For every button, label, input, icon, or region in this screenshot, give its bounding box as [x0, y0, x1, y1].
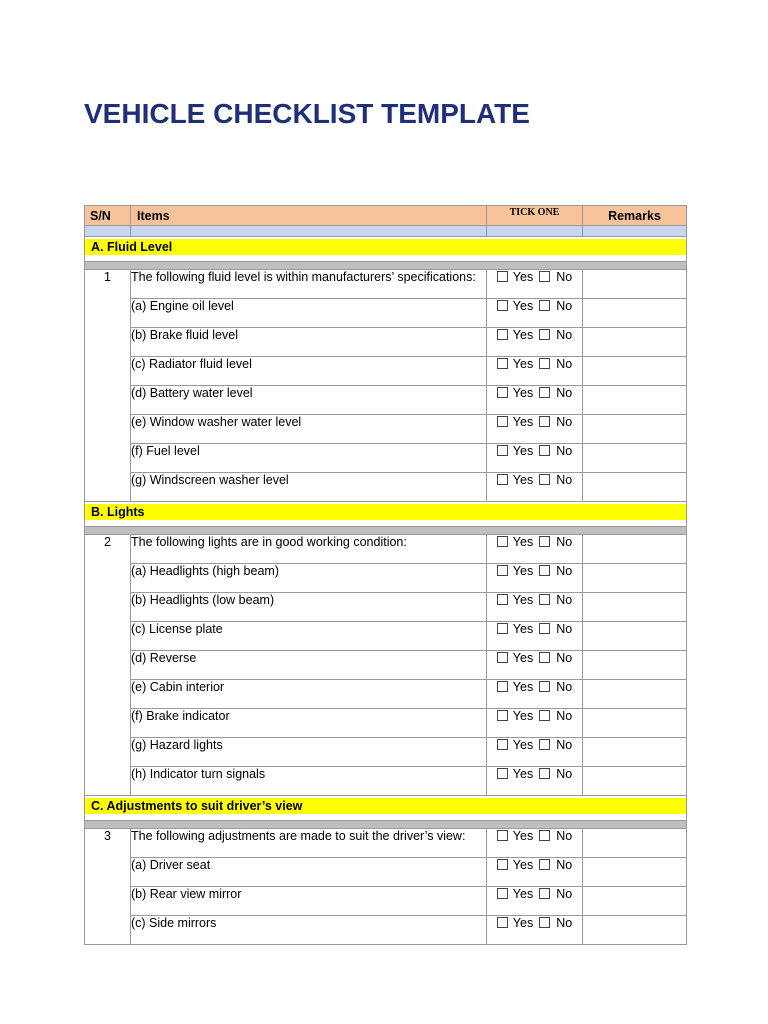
item-label: (c) License plate: [131, 622, 487, 651]
header-remarks: Remarks: [583, 206, 687, 226]
yes-checkbox[interactable]: [497, 594, 508, 605]
no-checkbox[interactable]: [539, 445, 550, 456]
yes-checkbox[interactable]: [497, 565, 508, 576]
remarks-field[interactable]: [583, 709, 687, 738]
serial-number: 2: [85, 535, 131, 796]
header-sn: S/N: [85, 206, 131, 226]
table-row: [85, 328, 687, 357]
yes-label: Yes: [512, 738, 534, 752]
table-row: [85, 651, 687, 680]
remarks-field[interactable]: [583, 858, 687, 887]
yes-checkbox[interactable]: [497, 300, 508, 311]
tick-one-cell: [487, 444, 583, 473]
item-label: The following adjustments are made to suit the driver’s view:: [131, 829, 487, 858]
yes-checkbox[interactable]: [497, 271, 508, 282]
remarks-field[interactable]: [583, 622, 687, 651]
tick-one-cell: [487, 887, 583, 916]
no-checkbox[interactable]: [539, 358, 550, 369]
tick-one-cell: [487, 415, 583, 444]
remarks-field[interactable]: [583, 473, 687, 502]
item-label: (a) Driver seat: [131, 858, 487, 887]
table-row: [85, 680, 687, 709]
item-label: (e) Cabin interior: [131, 680, 487, 709]
yes-checkbox[interactable]: [497, 888, 508, 899]
no-label: No: [556, 738, 573, 752]
yes-checkbox[interactable]: [497, 652, 508, 663]
section-divider-cell: [85, 527, 687, 535]
section-title: C. Adjustments to suit driver’s view: [85, 798, 686, 814]
section-title: A. Fluid Level: [85, 239, 686, 255]
item-label: (d) Reverse: [131, 651, 487, 680]
item-label: (c) Radiator fluid level: [131, 357, 487, 386]
section-header-row: [85, 502, 687, 527]
yes-checkbox[interactable]: [497, 623, 508, 634]
tick-one-cell: [487, 622, 583, 651]
no-label: No: [556, 535, 573, 549]
no-checkbox[interactable]: [539, 710, 550, 721]
yes-checkbox[interactable]: [497, 445, 508, 456]
yes-checkbox[interactable]: [497, 768, 508, 779]
remarks-field[interactable]: [583, 916, 687, 945]
tick-one-cell: [487, 564, 583, 593]
yes-label: Yes: [512, 564, 534, 578]
yes-label: Yes: [512, 415, 534, 429]
no-checkbox[interactable]: [539, 652, 550, 663]
tick-one-cell: [487, 651, 583, 680]
remarks-field[interactable]: [583, 415, 687, 444]
table-row: [85, 357, 687, 386]
no-label: No: [556, 887, 573, 901]
header-items: Items: [131, 206, 487, 226]
remarks-field[interactable]: [583, 593, 687, 622]
no-checkbox[interactable]: [539, 739, 550, 750]
no-checkbox[interactable]: [539, 536, 550, 547]
remarks-field[interactable]: [583, 270, 687, 299]
no-checkbox[interactable]: [539, 271, 550, 282]
serial-number: 1: [85, 270, 131, 502]
no-checkbox[interactable]: [539, 623, 550, 634]
table-subheader-row: [85, 226, 687, 237]
section-header-cell: [85, 796, 687, 821]
no-checkbox[interactable]: [539, 768, 550, 779]
yes-label: Yes: [512, 887, 534, 901]
table-row: [85, 829, 687, 858]
section-header-row: [85, 796, 687, 821]
yes-label: Yes: [512, 473, 534, 487]
yes-label: Yes: [512, 299, 534, 313]
checklist-table: [84, 205, 687, 945]
tick-one-cell: [487, 299, 583, 328]
item-label: (a) Headlights (high beam): [131, 564, 487, 593]
remarks-field[interactable]: [583, 738, 687, 767]
table-row: [85, 916, 687, 945]
no-checkbox[interactable]: [539, 329, 550, 340]
no-label: No: [556, 829, 573, 843]
yes-label: Yes: [512, 916, 534, 930]
no-label: No: [556, 767, 573, 781]
yes-checkbox[interactable]: [497, 536, 508, 547]
yes-checkbox[interactable]: [497, 329, 508, 340]
tick-one-cell: [487, 680, 583, 709]
subheader-cell: [85, 226, 131, 237]
tick-one-cell: [487, 916, 583, 945]
remarks-field[interactable]: [583, 680, 687, 709]
table-row: [85, 887, 687, 916]
no-label: No: [556, 328, 573, 342]
table-row: [85, 270, 687, 299]
tick-one-cell: [487, 767, 583, 796]
yes-label: Yes: [512, 444, 534, 458]
subheader-cell: [583, 226, 687, 237]
item-label: (b) Rear view mirror: [131, 887, 487, 916]
tick-one-cell: [487, 473, 583, 502]
section-title: B. Lights: [85, 504, 686, 520]
table-row: [85, 299, 687, 328]
item-label: (c) Side mirrors: [131, 916, 487, 945]
yes-label: Yes: [512, 709, 534, 723]
no-checkbox[interactable]: [539, 681, 550, 692]
yes-label: Yes: [512, 767, 534, 781]
table-row: [85, 535, 687, 564]
table-row: [85, 622, 687, 651]
yes-label: Yes: [512, 622, 534, 636]
yes-label: Yes: [512, 328, 534, 342]
remarks-field[interactable]: [583, 386, 687, 415]
no-label: No: [556, 473, 573, 487]
yes-checkbox[interactable]: [497, 739, 508, 750]
item-label: The following fluid level is within manufacturers’ specifications:: [131, 270, 487, 299]
yes-checkbox[interactable]: [497, 830, 508, 841]
no-label: No: [556, 386, 573, 400]
table-row: [85, 444, 687, 473]
table-row: [85, 767, 687, 796]
item-label: The following lights are in good working condition:: [131, 535, 487, 564]
item-label: (f) Brake indicator: [131, 709, 487, 738]
no-label: No: [556, 709, 573, 723]
no-label: No: [556, 270, 573, 284]
remarks-field[interactable]: [583, 887, 687, 916]
no-checkbox[interactable]: [539, 859, 550, 870]
table-row: [85, 593, 687, 622]
section-divider: [85, 262, 687, 270]
section-divider: [85, 821, 687, 829]
no-label: No: [556, 651, 573, 665]
no-label: No: [556, 622, 573, 636]
no-checkbox[interactable]: [539, 888, 550, 899]
remarks-field[interactable]: [583, 299, 687, 328]
yes-label: Yes: [512, 357, 534, 371]
yes-checkbox[interactable]: [497, 710, 508, 721]
yes-label: Yes: [512, 593, 534, 607]
no-checkbox[interactable]: [539, 387, 550, 398]
yes-label: Yes: [512, 535, 534, 549]
no-label: No: [556, 444, 573, 458]
header-tick-one: TICK ONE: [487, 206, 583, 226]
no-label: No: [556, 415, 573, 429]
no-checkbox[interactable]: [539, 830, 550, 841]
item-label: (d) Battery water level: [131, 386, 487, 415]
yes-label: Yes: [512, 386, 534, 400]
table-row: [85, 386, 687, 415]
yes-checkbox[interactable]: [497, 474, 508, 485]
yes-checkbox[interactable]: [497, 358, 508, 369]
remarks-field[interactable]: [583, 328, 687, 357]
tick-one-cell: [487, 386, 583, 415]
item-label: (e) Window washer water level: [131, 415, 487, 444]
remarks-field[interactable]: [583, 357, 687, 386]
tick-one-cell: [487, 535, 583, 564]
no-checkbox[interactable]: [539, 565, 550, 576]
tick-one-cell: [487, 357, 583, 386]
no-label: No: [556, 916, 573, 930]
section-header-cell: [85, 237, 687, 262]
yes-label: Yes: [512, 651, 534, 665]
table-row: [85, 564, 687, 593]
remarks-field[interactable]: [583, 829, 687, 858]
no-checkbox[interactable]: [539, 416, 550, 427]
yes-checkbox[interactable]: [497, 681, 508, 692]
yes-label: Yes: [512, 858, 534, 872]
section-header-cell: [85, 502, 687, 527]
item-label: (g) Windscreen washer level: [131, 473, 487, 502]
no-label: No: [556, 357, 573, 371]
yes-label: Yes: [512, 270, 534, 284]
section-divider-cell: [85, 262, 687, 270]
item-label: (b) Brake fluid level: [131, 328, 487, 357]
no-label: No: [556, 564, 573, 578]
table-row: [85, 473, 687, 502]
tick-one-cell: [487, 593, 583, 622]
yes-checkbox[interactable]: [497, 917, 508, 928]
section-header-row: [85, 237, 687, 262]
no-label: No: [556, 680, 573, 694]
section-divider-cell: [85, 821, 687, 829]
tick-one-cell: [487, 709, 583, 738]
page-title: VEHICLE CHECKLIST TEMPLATE: [84, 98, 530, 129]
subheader-cell: [131, 226, 487, 237]
item-label: (b) Headlights (low beam): [131, 593, 487, 622]
yes-checkbox[interactable]: [497, 859, 508, 870]
serial-number: 3: [85, 829, 131, 945]
tick-one-cell: [487, 858, 583, 887]
subheader-cell: [487, 226, 583, 237]
tick-one-cell: [487, 738, 583, 767]
item-label: (f) Fuel level: [131, 444, 487, 473]
tick-one-cell: [487, 829, 583, 858]
no-label: No: [556, 858, 573, 872]
no-checkbox[interactable]: [539, 594, 550, 605]
table-row: [85, 709, 687, 738]
table-header-row: [85, 206, 687, 226]
yes-label: Yes: [512, 829, 534, 843]
remarks-field[interactable]: [583, 444, 687, 473]
item-label: (a) Engine oil level: [131, 299, 487, 328]
tick-one-cell: [487, 270, 583, 299]
section-divider: [85, 527, 687, 535]
item-label: (h) Indicator turn signals: [131, 767, 487, 796]
remarks-field[interactable]: [583, 564, 687, 593]
no-label: No: [556, 299, 573, 313]
table-row: [85, 858, 687, 887]
tick-one-cell: [487, 328, 583, 357]
item-label: (g) Hazard lights: [131, 738, 487, 767]
remarks-field[interactable]: [583, 767, 687, 796]
table-row: [85, 738, 687, 767]
no-checkbox[interactable]: [539, 917, 550, 928]
no-checkbox[interactable]: [539, 474, 550, 485]
table-row: [85, 415, 687, 444]
remarks-field[interactable]: [583, 651, 687, 680]
yes-label: Yes: [512, 680, 534, 694]
yes-checkbox[interactable]: [497, 416, 508, 427]
yes-checkbox[interactable]: [497, 387, 508, 398]
no-checkbox[interactable]: [539, 300, 550, 311]
remarks-field[interactable]: [583, 535, 687, 564]
no-label: No: [556, 593, 573, 607]
